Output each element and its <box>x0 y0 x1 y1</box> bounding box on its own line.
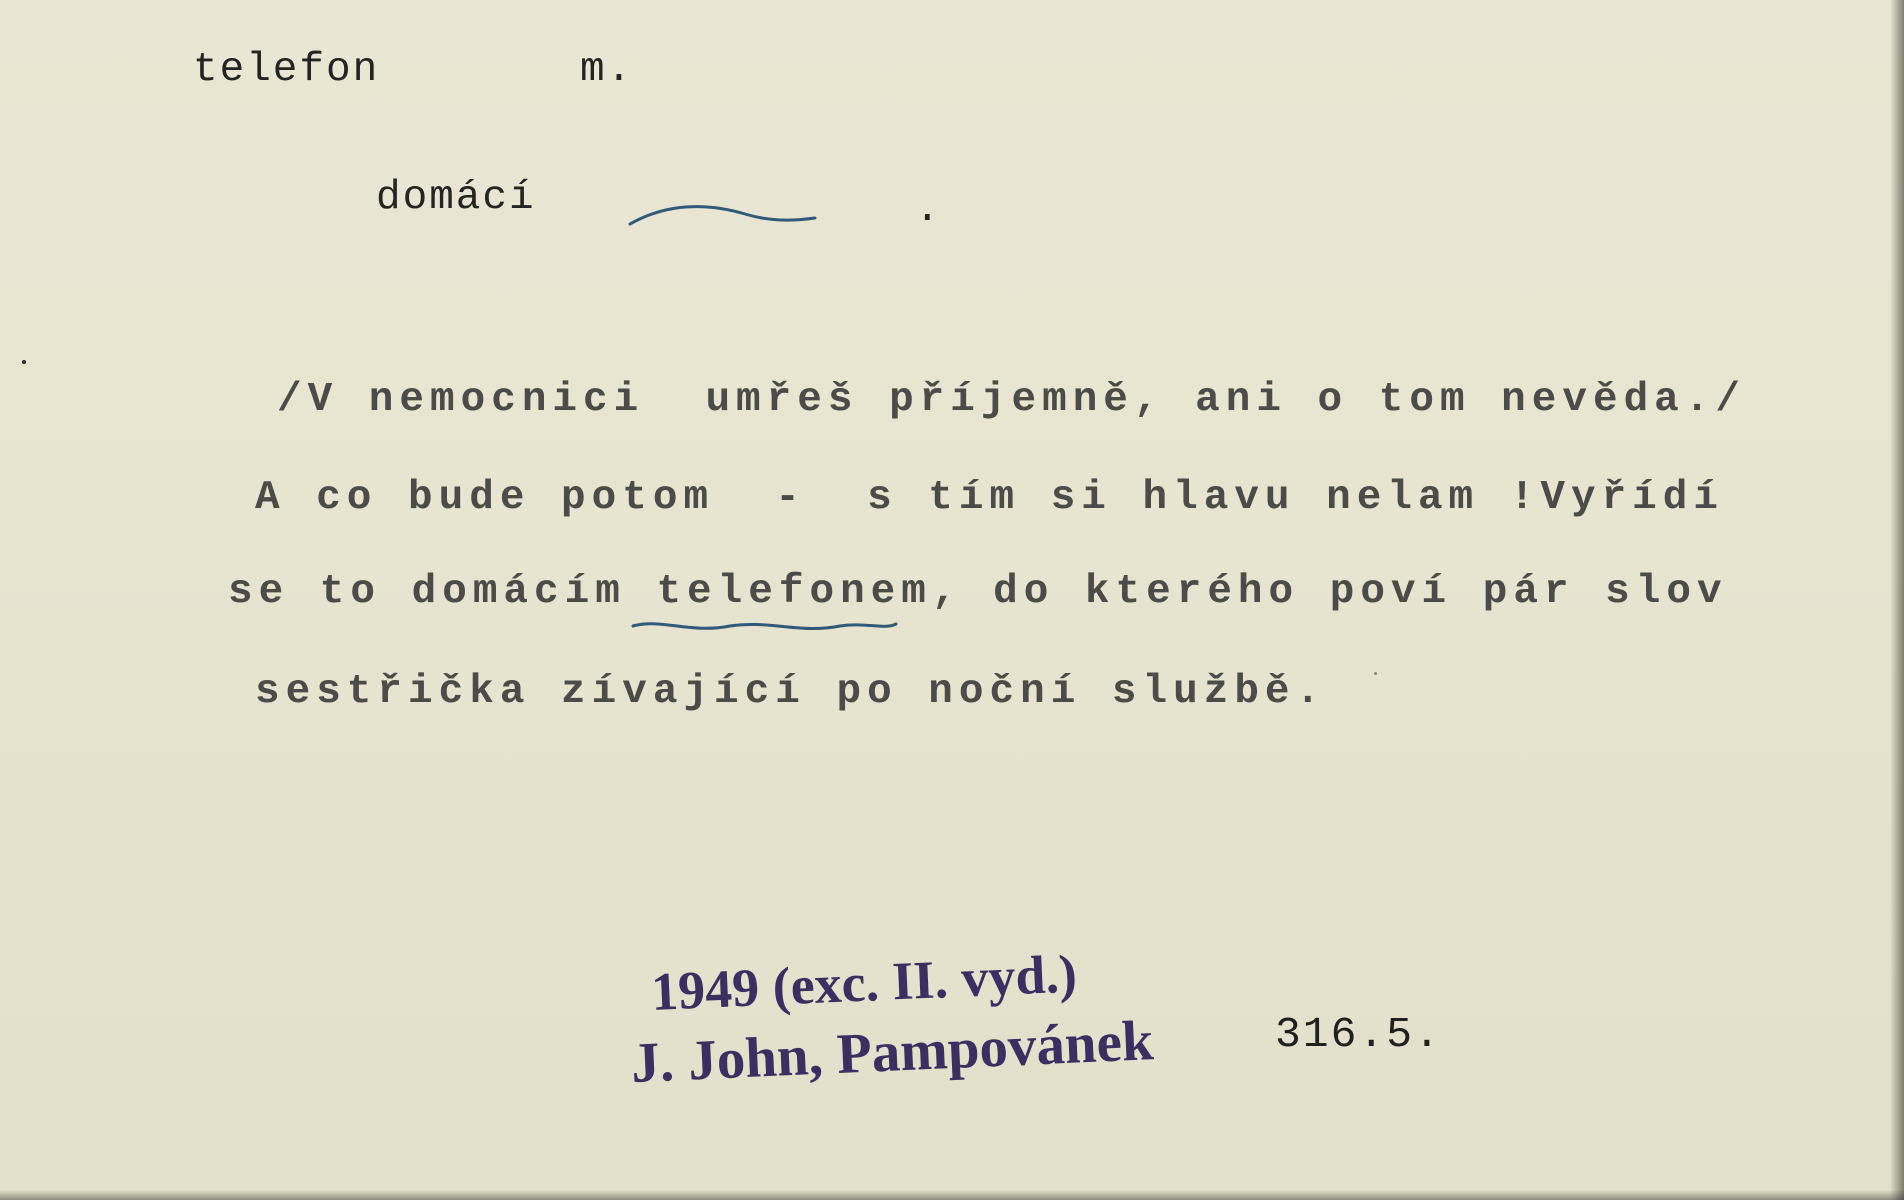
ink-speck <box>1374 672 1377 675</box>
quote-line-4: sestřička zívající po noční službě. <box>255 669 1327 715</box>
ink-speck <box>22 360 26 364</box>
swung-dash-mark <box>625 190 825 230</box>
page-reference: 316.5. <box>1275 1010 1442 1059</box>
quote-line-3: se to domácím telefonem, do kterého poví pár slov <box>228 569 1728 615</box>
source-stamp-line1: 1949 (exc. II. vyd.) <box>649 943 1079 1022</box>
card-bottom-shadow <box>0 1190 1904 1200</box>
collocation: domácí <box>376 175 536 221</box>
card-edge-shadow <box>1890 0 1904 1200</box>
underline-mark <box>630 616 900 640</box>
quote-line-2: A co bude potom - s tím si hlavu nelam !Vyřídí <box>255 475 1724 521</box>
headword: telefon <box>193 47 380 93</box>
quote-line-1: /V nemocnici umřeš příjemně, ani o tom nevěda./ <box>277 377 1746 423</box>
collocation-period: . <box>915 187 942 233</box>
source-stamp-line2: J. John, Pampovánek <box>629 1009 1155 1095</box>
gender-label: m. <box>580 47 634 93</box>
